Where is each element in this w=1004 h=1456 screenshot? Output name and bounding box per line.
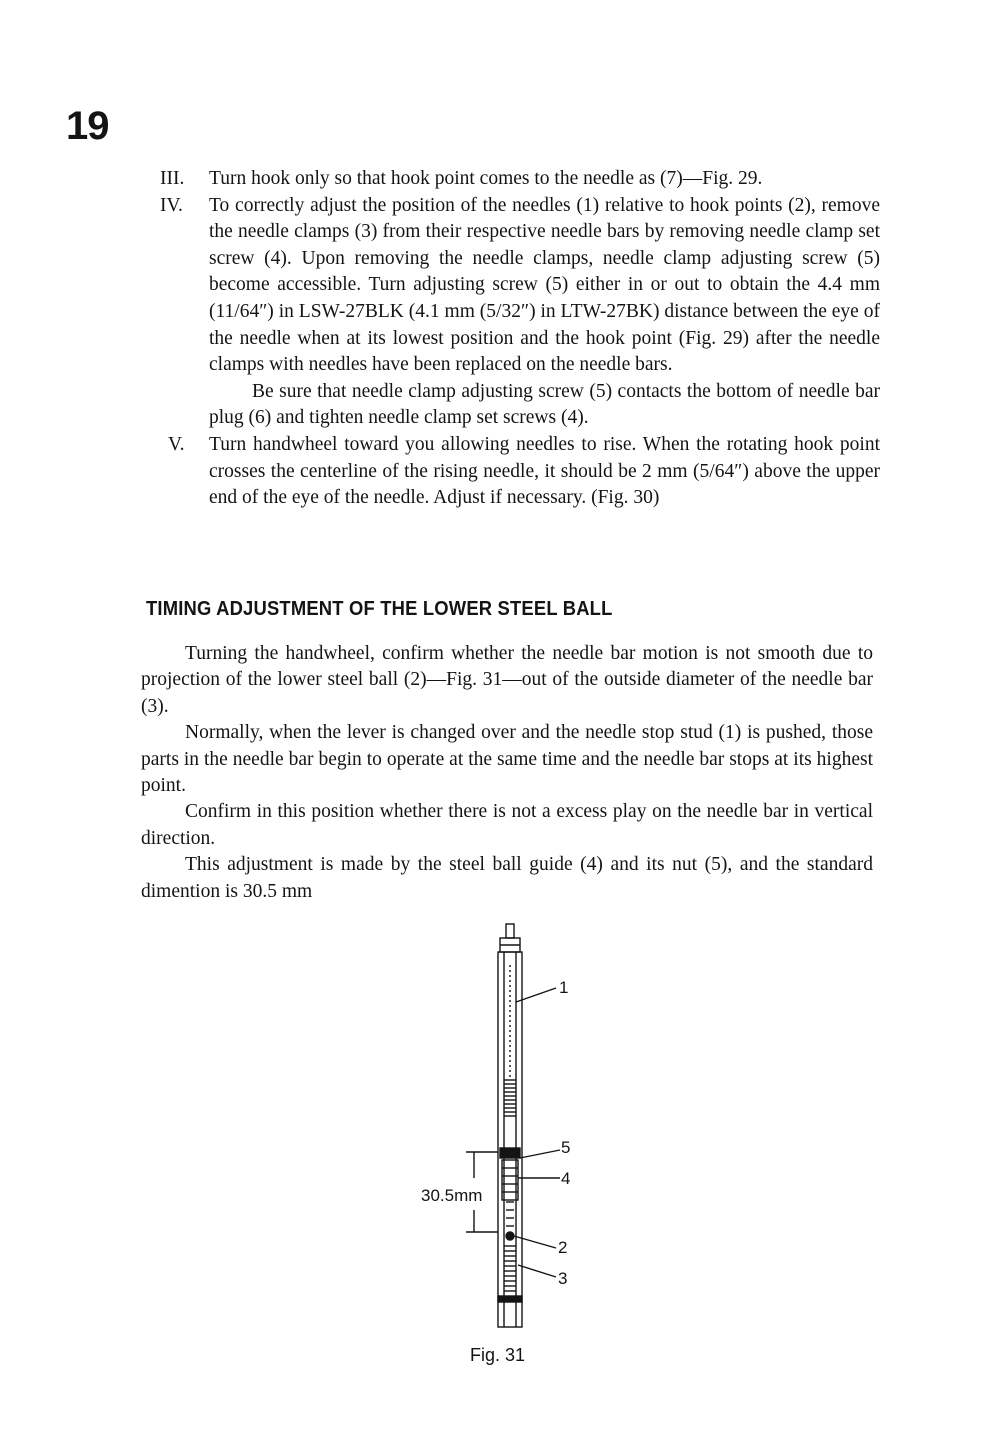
- leader-5: [520, 1150, 560, 1158]
- dimension-label: 30.5mm: [421, 1186, 483, 1205]
- lower-collar: [498, 1296, 522, 1302]
- page-number: 19: [66, 104, 109, 148]
- step-v: [158, 432, 880, 512]
- nut-5: [500, 1148, 520, 1158]
- lower-spring: [504, 1246, 516, 1291]
- paragraph: This adjustment is made by the steel ball guide (4) and its nut (5), and the standard dimention is 30.5 mm: [141, 854, 873, 902]
- step-text: To correctly adjust the position of the needles (1) relative to hook points (2), remove the needle clamps (3) from their respective needle bars by removing needle clamp set screw (4). Upon removing the needle clamps, needle clamp adjusting screw (5) become accessible. Turn adjusting screw (5) either in or out to obtain the 4.4 mm (11/64″) in LSW-27BLK (4.1 mm (5/32″) in LTW-27BK) distance between the eye of the needle when at its lowest position and the hook point (Fig. 29) after the needle clamps with needles have been replaced on the needle bars.: [209, 194, 880, 376]
- paragraph: Normally, when the lever is changed over and the needle stop stud (1) is pushed, those parts in the needle bar begin to operate at the same time and the needle bar stops at its highest point.: [141, 722, 873, 797]
- step-note: Be sure that needle clamp adjusting screw (5) contacts the bottom of needle bar plug (6) and tighten needle clamp set screws (4).: [209, 380, 880, 429]
- leader-3: [518, 1265, 556, 1277]
- callout-3: 3: [558, 1269, 568, 1288]
- adjustment-steps: [158, 166, 880, 512]
- step-text: Turn hook only so that hook point comes to the needle as (7)—Fig. 29.: [209, 168, 763, 189]
- step-number: III.: [160, 168, 185, 189]
- leader-2: [514, 1236, 556, 1248]
- callout-5: 5: [561, 1138, 571, 1157]
- needle-bar-diagram: [400, 920, 600, 1340]
- step-text: Turn handwheel toward you allowing needles to rise. When the rotating hook point crosses the centerline of the rising needle, it should be 2 mm (5/64″) above the upper end of the eye of the needle. Adjust if necessary. (Fig. 30): [209, 433, 880, 509]
- upper-spring: [504, 1080, 516, 1116]
- top-cap: [506, 924, 514, 938]
- section-heading: TIMING ADJUSTMENT OF THE LOWER STEEL BALL: [146, 598, 613, 620]
- paragraph: Confirm in this position whether there is not a excess play on the needle bar in vertical direction.: [141, 801, 873, 849]
- steel-ball-2: [506, 1232, 514, 1240]
- step-iv: [158, 193, 880, 432]
- step-number: V.: [168, 433, 185, 455]
- step-iii: [158, 166, 880, 193]
- figure-caption: Fig. 31: [470, 1345, 526, 1365]
- section-body: [141, 641, 873, 905]
- callout-4: 4: [561, 1169, 571, 1188]
- step-number: IV.: [160, 194, 183, 216]
- needle-bar-figure: [400, 920, 600, 1340]
- callout-2: 2: [558, 1238, 568, 1257]
- callout-1: 1: [559, 978, 569, 997]
- paragraph: Turning the handwheel, confirm whether the needle bar motion is not smooth due to projection of the lower steel ball (2)—Fig. 31—out of the outside diameter of the needle bar (3).: [141, 643, 873, 717]
